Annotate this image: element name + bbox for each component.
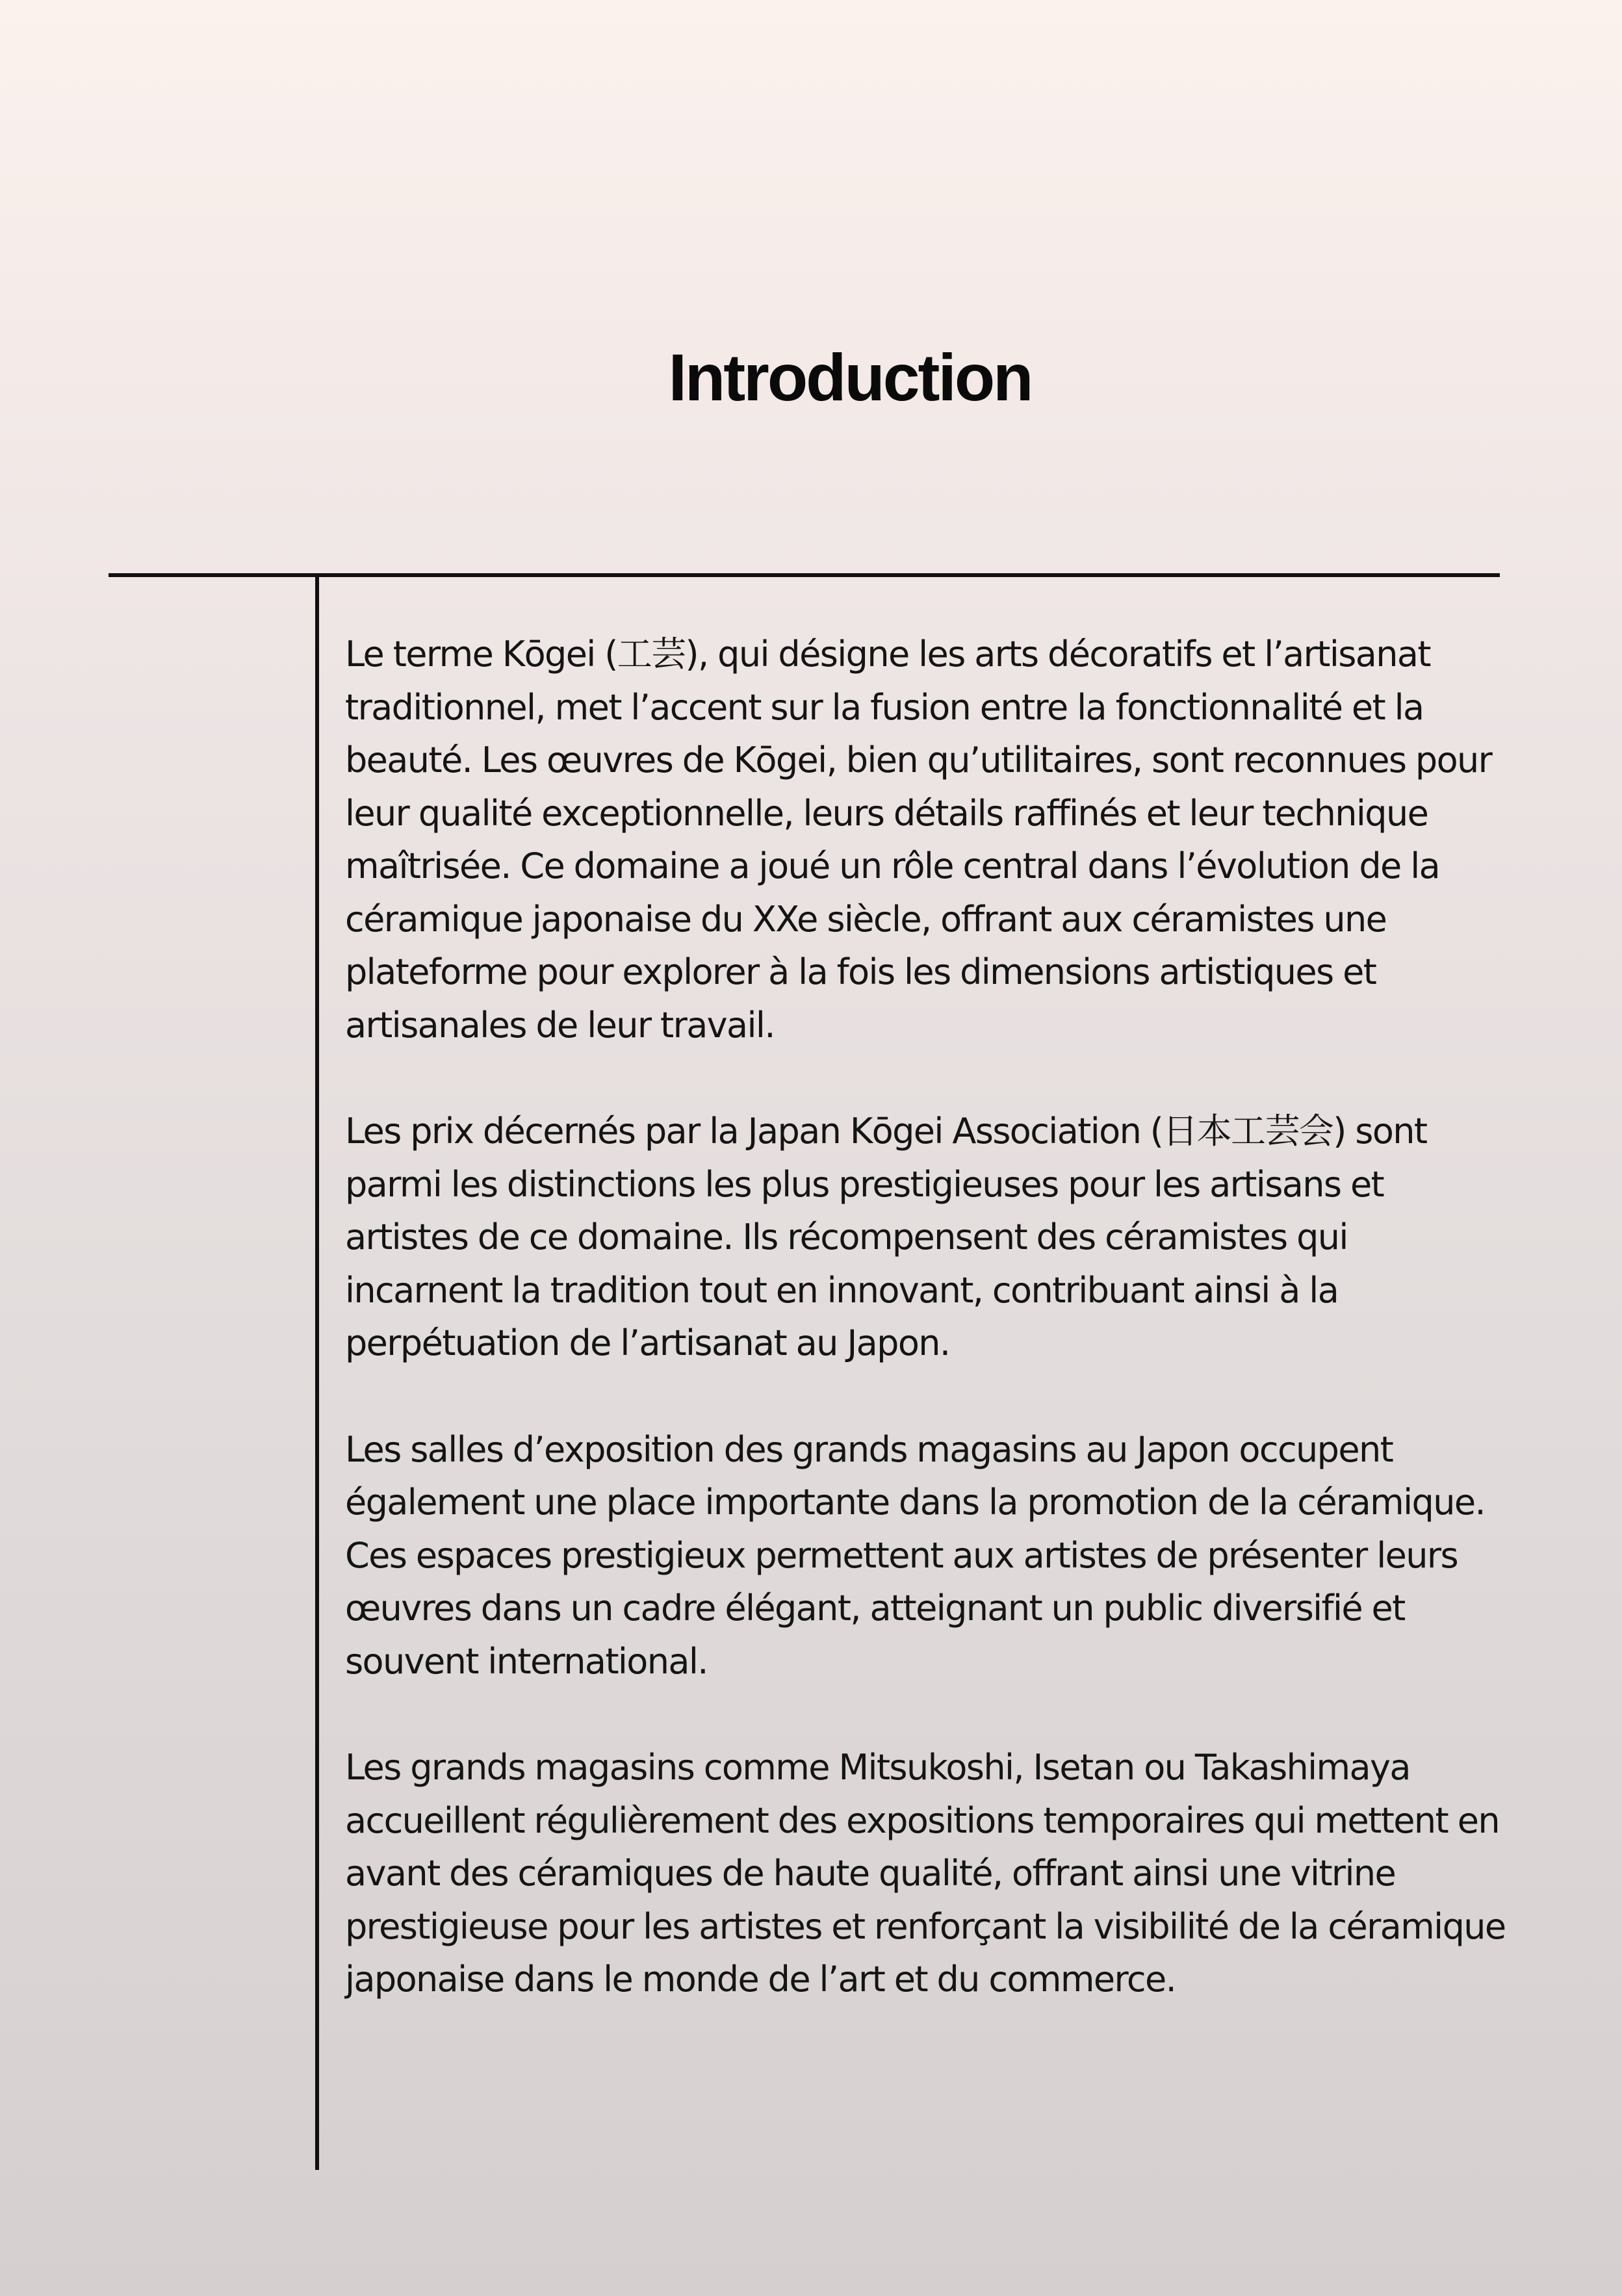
paragraph-kogei-association: Les prix décernés par la Japan Kōgei Association (日本工芸会) sont parmi les distinctions les plus prestigieuses pour les artisans et artistes de ce domaine. Ils récompensent des céramistes qui incarnent la tradition tout en innovant, contribuant ainsi à la perpétuation de l’artisanat au Japon. [345,1111,1427,1363]
paragraph-kogei-definition: Le terme Kōgei (工芸), qui désigne les arts décoratifs et l’artisanat traditionnel, met l’accent sur la fusion entre la fonctionnalité et la beauté. Les œuvres de Kōgei, bien qu’utilitaires, sont reconnues pour leur qualité exceptionnelle, leurs détails raffinés et leur technique maîtrisée. Ce domaine a joué un rôle central dans l’évolution de la céramique japonaise du XXe siècle, offrant aux céramistes une plateforme pour explorer à la fois les dimensions artistiques et artisanales de leur travail. [345,634,1492,1046]
page-title: Introduction [668,341,1032,415]
vertical-divider [315,573,319,2170]
paragraph-exhibition-halls: Les salles d’exposition des grands magasins au Japon occupent également une place importante dans la promotion de la céramique. Ces espaces prestigieux permettent aux artistes de présenter leurs œuvres dans un cadre élégant, atteignant un public diversifié et souvent international. [345,1428,1486,1682]
paragraph-department-stores: Les grands magasins comme Mitsukoshi, Isetan ou Takashimaya accueillent régulièrement des expositions temporaires qui mettent en avant des céramiques de haute qualité, offrant ainsi une vitrine prestigieuse pour les artistes et renforçant la visibilité de la céramique japonaise dans le monde de l’art et du commerce. [345,1747,1506,2000]
body-text [345,628,1508,2006]
